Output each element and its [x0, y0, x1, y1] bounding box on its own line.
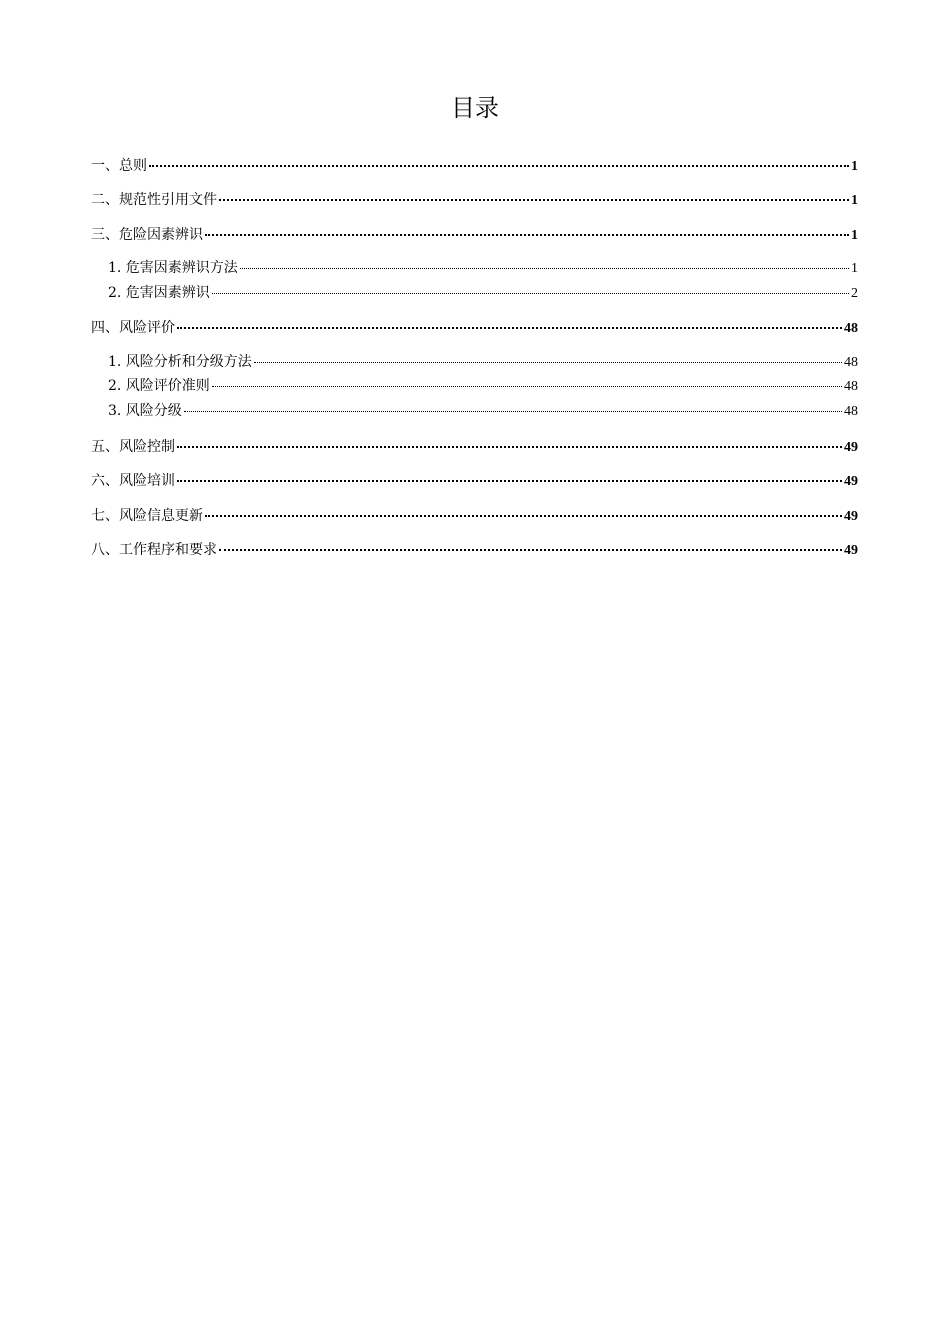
toc-entry-risk-analysis-method[interactable]	[108, 351, 858, 373]
toc-entry-label: 六、风险培训	[91, 473, 175, 489]
toc-entry-page-number: 49	[844, 509, 858, 524]
page-title: 目录	[451, 94, 499, 122]
dot-leader	[205, 501, 842, 517]
toc-entry-page-number: 2	[851, 286, 858, 301]
dot-leader	[184, 397, 842, 412]
toc-entry-page-number: 48	[844, 379, 858, 394]
toc-entry-label: 五、风险控制	[91, 439, 175, 455]
toc-entry-risk-training[interactable]	[91, 469, 858, 492]
toc-entry-page-number: 49	[844, 543, 858, 558]
toc-entry-page-number: 49	[844, 440, 858, 455]
toc-entry-risk-grading[interactable]	[108, 400, 858, 422]
dot-leader	[212, 372, 842, 387]
toc-entry-page-number: 48	[844, 404, 858, 419]
toc-entry-hazard-identification-method[interactable]	[108, 257, 858, 279]
toc-entry-page-number: 49	[844, 474, 858, 489]
toc-entry-label: 三、危险因素辨识	[91, 227, 203, 243]
dot-leader	[219, 535, 842, 551]
dot-leader	[219, 185, 849, 201]
dot-leader	[177, 466, 842, 482]
dot-leader	[240, 254, 849, 269]
dot-leader	[177, 432, 842, 448]
dot-leader	[177, 313, 842, 329]
toc-entry-label: 2. 危害因素辨识	[108, 285, 210, 301]
toc-entry-page-number: 48	[844, 355, 858, 370]
toc-entry-page-number: 1	[851, 193, 858, 208]
toc-entry-page-number: 1	[851, 261, 858, 276]
toc-entry-risk-info-update[interactable]	[91, 504, 858, 527]
toc-entry-normative-references[interactable]	[91, 188, 858, 211]
dot-leader	[205, 220, 849, 236]
toc-entry-label: 七、风险信息更新	[91, 508, 203, 524]
toc-entry-hazard-identification[interactable]	[91, 223, 858, 246]
toc-entry-label: 八、工作程序和要求	[91, 542, 217, 558]
toc-entry-label: 四、风险评价	[91, 320, 175, 336]
toc-entry-general-principles[interactable]	[91, 154, 858, 177]
dot-leader	[149, 151, 849, 167]
toc-entry-label: 1. 风险分析和分级方法	[108, 354, 252, 370]
dot-leader	[212, 279, 849, 294]
toc-entry-page-number: 1	[851, 159, 858, 174]
toc-entry-label: 3. 风险分级	[108, 403, 182, 419]
toc-entry-label: 1. 危害因素辨识方法	[108, 260, 238, 276]
toc-entry-hazard-identification-detail[interactable]	[108, 282, 858, 304]
toc-entry-risk-evaluation[interactable]	[91, 316, 858, 339]
dot-leader	[254, 348, 842, 363]
toc-entry-work-procedures[interactable]	[91, 538, 858, 561]
toc-entry-risk-evaluation-criteria[interactable]	[108, 375, 858, 397]
toc-entry-page-number: 48	[844, 321, 858, 336]
toc-entry-label: 一、总则	[91, 158, 147, 174]
toc-entry-page-number: 1	[851, 228, 858, 243]
toc-entry-risk-control[interactable]	[91, 435, 858, 458]
toc-entry-label: 2. 风险评价准则	[108, 378, 210, 394]
toc-entry-label: 二、规范性引用文件	[91, 192, 217, 208]
